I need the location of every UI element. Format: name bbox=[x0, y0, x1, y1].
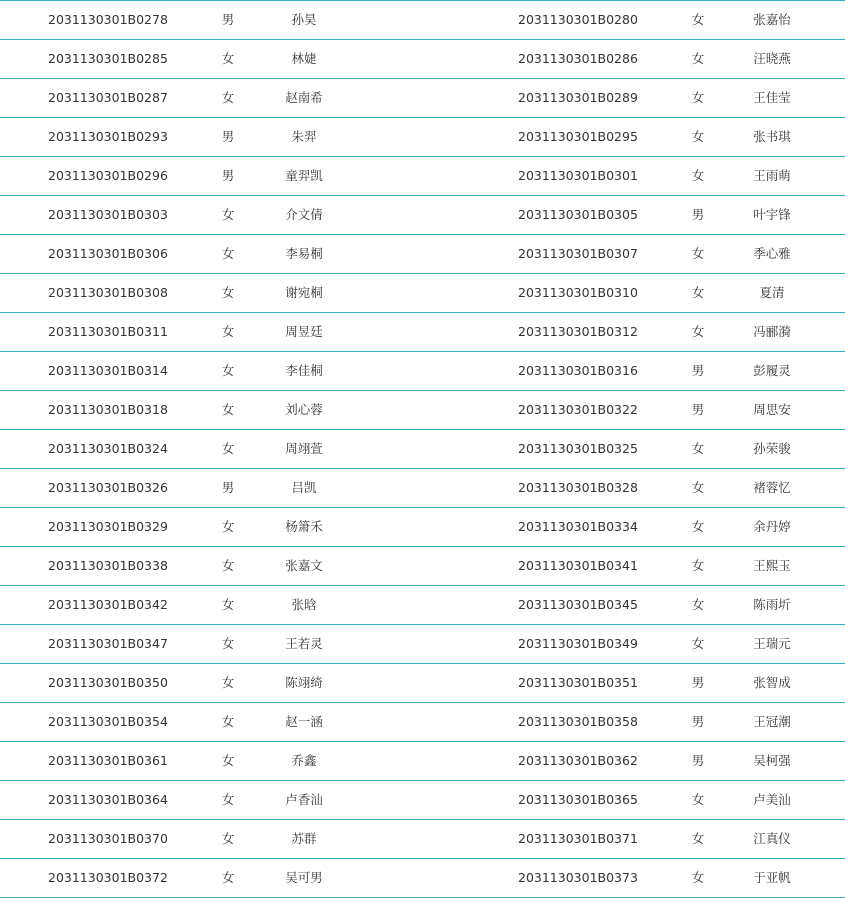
table-row bbox=[0, 40, 845, 79]
gender-left: 女 bbox=[221, 714, 235, 729]
student-id-right: 2031130301B0334 bbox=[518, 519, 638, 534]
student-name-right: 汪晓燕 bbox=[753, 51, 791, 66]
student-id-left: 2031130301B0364 bbox=[48, 792, 168, 807]
gender-right: 男 bbox=[691, 363, 705, 378]
table-row bbox=[0, 274, 845, 313]
gender-right: 女 bbox=[691, 636, 705, 651]
gender-right: 女 bbox=[691, 597, 705, 612]
student-name-left: 吴可男 bbox=[285, 870, 323, 885]
student-id-left: 2031130301B0287 bbox=[48, 90, 168, 105]
student-name-left: 杨箫禾 bbox=[285, 519, 323, 534]
student-id-left: 2031130301B0372 bbox=[48, 870, 168, 885]
student-name-right: 季心雅 bbox=[753, 246, 791, 261]
student-id-left: 2031130301B0314 bbox=[48, 363, 168, 378]
student-name-left: 林婕 bbox=[291, 51, 317, 66]
table-row bbox=[0, 703, 845, 742]
gender-left: 女 bbox=[221, 519, 235, 534]
gender-left: 男 bbox=[221, 12, 235, 27]
student-name-right: 于亚帆 bbox=[753, 870, 791, 885]
student-name-left: 苏群 bbox=[291, 831, 317, 846]
student-id-left: 2031130301B0311 bbox=[48, 324, 168, 339]
student-name-left: 李佳桐 bbox=[285, 363, 323, 378]
table-row bbox=[0, 742, 845, 781]
table-row bbox=[0, 469, 845, 508]
student-name-left: 卢香汕 bbox=[285, 792, 323, 807]
gender-left: 女 bbox=[221, 207, 235, 222]
table-row bbox=[0, 625, 845, 664]
table-row bbox=[0, 508, 845, 547]
student-id-right: 2031130301B0289 bbox=[518, 90, 638, 105]
student-id-right: 2031130301B0295 bbox=[518, 129, 638, 144]
student-name-right: 叶宇锋 bbox=[753, 207, 791, 222]
student-name-left: 朱羿 bbox=[291, 129, 317, 144]
table-row bbox=[0, 1, 845, 40]
table-row bbox=[0, 430, 845, 469]
gender-right: 女 bbox=[691, 246, 705, 261]
student-id-right: 2031130301B0305 bbox=[518, 207, 638, 222]
student-name-left: 周昱廷 bbox=[285, 324, 323, 339]
student-name-right: 张书琪 bbox=[753, 129, 791, 144]
student-id-right: 2031130301B0310 bbox=[518, 285, 638, 300]
student-name-right: 王雨萌 bbox=[753, 168, 791, 183]
gender-left: 男 bbox=[221, 168, 235, 183]
table-row bbox=[0, 586, 845, 625]
student-name-right: 夏清 bbox=[759, 285, 785, 300]
student-name-left: 乔鑫 bbox=[291, 753, 317, 768]
student-name-right: 孙荣骏 bbox=[753, 441, 791, 456]
student-name-left: 孙昊 bbox=[291, 12, 317, 27]
student-name-left: 王若灵 bbox=[285, 636, 323, 651]
gender-left: 女 bbox=[221, 558, 235, 573]
gender-left: 女 bbox=[221, 870, 235, 885]
table-row bbox=[0, 859, 845, 898]
table-row bbox=[0, 118, 845, 157]
student-name-left: 李易桐 bbox=[285, 246, 323, 261]
student-id-left: 2031130301B0326 bbox=[48, 480, 168, 495]
gender-left: 女 bbox=[221, 285, 235, 300]
gender-left: 男 bbox=[221, 480, 235, 495]
student-id-right: 2031130301B0328 bbox=[518, 480, 638, 495]
student-id-right: 2031130301B0307 bbox=[518, 246, 638, 261]
gender-left: 女 bbox=[221, 753, 235, 768]
gender-right: 女 bbox=[691, 558, 705, 573]
table-row bbox=[0, 196, 845, 235]
gender-right: 女 bbox=[691, 480, 705, 495]
gender-left: 男 bbox=[221, 129, 235, 144]
student-id-right: 2031130301B0371 bbox=[518, 831, 638, 846]
gender-left: 女 bbox=[221, 324, 235, 339]
student-name-left: 介文倩 bbox=[285, 207, 323, 222]
student-id-left: 2031130301B0308 bbox=[48, 285, 168, 300]
gender-right: 女 bbox=[691, 792, 705, 807]
gender-left: 女 bbox=[221, 363, 235, 378]
student-id-left: 2031130301B0296 bbox=[48, 168, 168, 183]
gender-left: 女 bbox=[221, 831, 235, 846]
table-row bbox=[0, 820, 845, 859]
student-id-left: 2031130301B0338 bbox=[48, 558, 168, 573]
student-id-right: 2031130301B0316 bbox=[518, 363, 638, 378]
student-id-left: 2031130301B0293 bbox=[48, 129, 168, 144]
student-id-right: 2031130301B0365 bbox=[518, 792, 638, 807]
student-name-right: 陈雨圻 bbox=[753, 597, 791, 612]
student-id-left: 2031130301B0354 bbox=[48, 714, 168, 729]
gender-right: 男 bbox=[691, 402, 705, 417]
student-name-right: 周思安 bbox=[753, 402, 791, 417]
student-id-right: 2031130301B0351 bbox=[518, 675, 638, 690]
student-id-left: 2031130301B0285 bbox=[48, 51, 168, 66]
student-id-right: 2031130301B0301 bbox=[518, 168, 638, 183]
gender-right: 女 bbox=[691, 831, 705, 846]
student-name-left: 张晗 bbox=[291, 597, 317, 612]
student-name-left: 谢宛桐 bbox=[285, 285, 323, 300]
student-id-left: 2031130301B0370 bbox=[48, 831, 168, 846]
gender-right: 女 bbox=[691, 129, 705, 144]
student-id-right: 2031130301B0373 bbox=[518, 870, 638, 885]
student-name-right: 王佳莹 bbox=[753, 90, 791, 105]
student-name-left: 刘心蓉 bbox=[285, 402, 323, 417]
table-row bbox=[0, 391, 845, 430]
gender-right: 男 bbox=[691, 675, 705, 690]
gender-left: 女 bbox=[221, 441, 235, 456]
student-id-left: 2031130301B0347 bbox=[48, 636, 168, 651]
student-name-left: 陈翊绮 bbox=[285, 675, 323, 690]
student-name-right: 冯郦漪 bbox=[753, 324, 791, 339]
gender-right: 女 bbox=[691, 324, 705, 339]
gender-right: 女 bbox=[691, 285, 705, 300]
gender-right: 女 bbox=[691, 168, 705, 183]
gender-right: 男 bbox=[691, 714, 705, 729]
gender-right: 女 bbox=[691, 519, 705, 534]
student-id-left: 2031130301B0278 bbox=[48, 12, 168, 27]
table-row bbox=[0, 352, 845, 391]
student-name-right: 吴柯强 bbox=[753, 753, 791, 768]
student-id-right: 2031130301B0325 bbox=[518, 441, 638, 456]
gender-right: 女 bbox=[691, 12, 705, 27]
gender-left: 女 bbox=[221, 675, 235, 690]
student-name-right: 王瑞元 bbox=[753, 636, 791, 651]
gender-left: 女 bbox=[221, 246, 235, 261]
student-name-right: 王熙玉 bbox=[753, 558, 791, 573]
student-id-right: 2031130301B0349 bbox=[518, 636, 638, 651]
student-id-left: 2031130301B0303 bbox=[48, 207, 168, 222]
student-id-right: 2031130301B0345 bbox=[518, 597, 638, 612]
student-id-right: 2031130301B0341 bbox=[518, 558, 638, 573]
gender-right: 女 bbox=[691, 870, 705, 885]
student-id-right: 2031130301B0280 bbox=[518, 12, 638, 27]
gender-left: 女 bbox=[221, 402, 235, 417]
student-name-left: 张嘉文 bbox=[285, 558, 323, 573]
student-id-right: 2031130301B0358 bbox=[518, 714, 638, 729]
student-name-left: 吕凯 bbox=[291, 480, 317, 495]
table-row bbox=[0, 547, 845, 586]
table-row bbox=[0, 781, 845, 820]
gender-right: 男 bbox=[691, 753, 705, 768]
student-name-right: 余丹婷 bbox=[753, 519, 791, 534]
student-id-right: 2031130301B0362 bbox=[518, 753, 638, 768]
gender-left: 女 bbox=[221, 636, 235, 651]
student-name-right: 褚蓉忆 bbox=[753, 480, 791, 495]
gender-right: 女 bbox=[691, 51, 705, 66]
student-id-left: 2031130301B0329 bbox=[48, 519, 168, 534]
student-name-right: 彭履灵 bbox=[753, 363, 791, 378]
student-id-right: 2031130301B0322 bbox=[518, 402, 638, 417]
student-name-right: 张智成 bbox=[753, 675, 791, 690]
student-name-left: 童羿凯 bbox=[285, 168, 323, 183]
gender-right: 女 bbox=[691, 90, 705, 105]
table-row bbox=[0, 313, 845, 352]
student-id-right: 2031130301B0286 bbox=[518, 51, 638, 66]
student-name-left: 赵南希 bbox=[285, 90, 323, 105]
student-name-right: 卢美汕 bbox=[753, 792, 791, 807]
gender-left: 女 bbox=[221, 597, 235, 612]
student-id-left: 2031130301B0324 bbox=[48, 441, 168, 456]
gender-left: 女 bbox=[221, 90, 235, 105]
gender-left: 女 bbox=[221, 51, 235, 66]
student-name-right: 张嘉怡 bbox=[753, 12, 791, 27]
gender-left: 女 bbox=[221, 792, 235, 807]
student-name-right: 王冠潮 bbox=[753, 714, 791, 729]
student-id-right: 2031130301B0312 bbox=[518, 324, 638, 339]
student-id-left: 2031130301B0318 bbox=[48, 402, 168, 417]
gender-right: 男 bbox=[691, 207, 705, 222]
student-name-left: 赵一涵 bbox=[285, 714, 323, 729]
table-row bbox=[0, 235, 845, 274]
gender-right: 女 bbox=[691, 441, 705, 456]
table-row bbox=[0, 79, 845, 118]
student-id-left: 2031130301B0350 bbox=[48, 675, 168, 690]
student-id-left: 2031130301B0306 bbox=[48, 246, 168, 261]
table-row bbox=[0, 157, 845, 196]
student-name-right: 江真仪 bbox=[753, 831, 791, 846]
table-row bbox=[0, 664, 845, 703]
student-name-left: 周翊萱 bbox=[285, 441, 323, 456]
student-id-left: 2031130301B0342 bbox=[48, 597, 168, 612]
student-id-left: 2031130301B0361 bbox=[48, 753, 168, 768]
